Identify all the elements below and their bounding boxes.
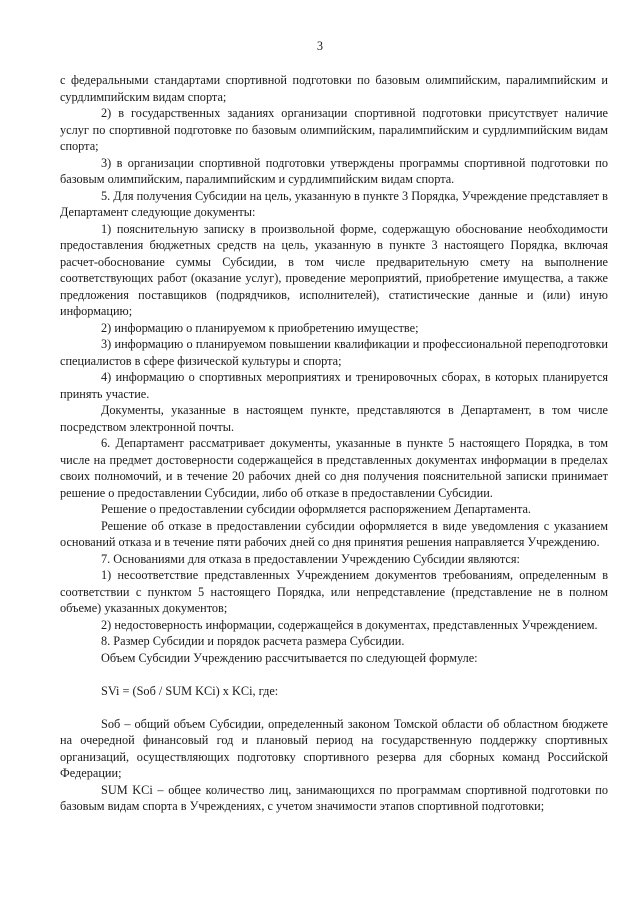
definition-sum-kc: SUM KCi – общее количество лиц, занимающихся по программам спортивной подготовки по базовым видам спорта в Учреждениях, с учетом значимости этапов спортивной подготовки; (60, 782, 608, 813)
paragraph-documents-submission: Документы, указанные в настоящем пункте, представляются в Департамент, в том числе посредством электронной почты. (60, 403, 608, 434)
paragraph-decision-grant: Решение о предоставлении субсидии оформляется распоряжением Департамента. (101, 502, 531, 516)
document-body (60, 72, 608, 815)
subsidy-formula: SVi = (Sоб / SUM KCi) x KCi, где: (101, 683, 279, 698)
paragraph-formula-intro: Объем Субсидии Учреждению рассчитывается по следующей формуле: (101, 650, 478, 665)
paragraph-clause-8: 8. Размер Субсидии и порядок расчета размера Субсидии. (101, 634, 405, 648)
paragraph-clause-5: 5. Для получения Субсидии на цель, указанную в пункте 3 Порядка, Учреждение представляет в Департамент следующие документы: (60, 188, 608, 219)
spacer (60, 699, 608, 716)
page-number: 3 (316, 39, 324, 53)
definition-total-subsidy: Sоб – общий объем Субсидии, определенный законом Томской области об областном бюджете на очередной финансовый год и плановый период на государственную поддержку спортивных организаций, осуществляющих подготовку спортивного резерва для сборных команд Российской Федерации; (60, 716, 608, 780)
paragraph-document-4: 4) информацию о спортивных мероприятиях и тренировочных сборах, в которых планируется принять участие. (60, 370, 608, 401)
paragraph-refusal-ground-1: 1) несоответствие представленных Учреждением документов требованиям, определенным в соответствии с пунктом 5 настоящего Порядка, или непредставление (представление не в полном объеме) указанных документов; (60, 568, 608, 615)
paragraph-clause-7: 7. Основаниями для отказа в предоставлении Учреждению Субсидии являются: (101, 551, 520, 566)
paragraph-document-2: 2) информацию о планируемом к приобретению имуществе; (101, 320, 419, 335)
paragraph-standards-continuation: с федеральными стандартами спортивной подготовки по базовым олимпийским, паралимпийским и сурдлимпийским видам спорта; (60, 73, 608, 104)
paragraph-criterion-2: 2) в государственных заданиях организации спортивной подготовки присутствует наличие услуг по спортивной подготовке по базовым олимпийским, паралимпийским и сурдлимпийским видам спорта; (60, 106, 608, 153)
paragraph-document-1: 1) пояснительную записку в произвольной форме, содержащую обоснование необходимости предоставления бюджетных средств на цель, указанную в пункте 3 настоящего Порядка, включая расчет-обоснование суммы Субсидии, в том числе предварительную смету на выполнение соответствующих работ (оказание услуг), проведение мероприятий, приобретение имущества, а также предложения поставщиков (подрядчиков, исполнителей), статистические данные и (или) иную информацию; (60, 221, 608, 318)
paragraph-document-3: 3) информацию о планируемом повышении квалификации и профессиональной переподготовки специалистов в сфере физической культуры и спорта; (60, 337, 608, 368)
paragraph-criterion-3: 3) в организации спортивной подготовки утверждены программы спортивной подготовки по базовым олимпийским, паралимпийским и сурдлимпийским видам спорта. (60, 155, 608, 186)
spacer (60, 666, 608, 683)
paragraph-clause-6: 6. Департамент рассматривает документы, указанные в пункте 5 настоящего Порядка, в том числе на предмет достоверности содержащейся в представленных документах информации в пределах своих полномочий, и в течение 20 рабочих дней со дня получения пояснительной записки принимает решение о предоставлении Субсидии, либо об отказе в предоставлении Субсидии. (60, 436, 608, 500)
paragraph-refusal-ground-2: 2) недостоверность информации, содержащейся в документах, представленных Учреждением. (101, 617, 598, 632)
paragraph-decision-refusal: Решение об отказе в предоставлении субсидии оформляется в виде уведомления с указанием оснований отказа и в течение пяти рабочих дней со дня принятия решения направляется Учреждению. (60, 518, 608, 549)
